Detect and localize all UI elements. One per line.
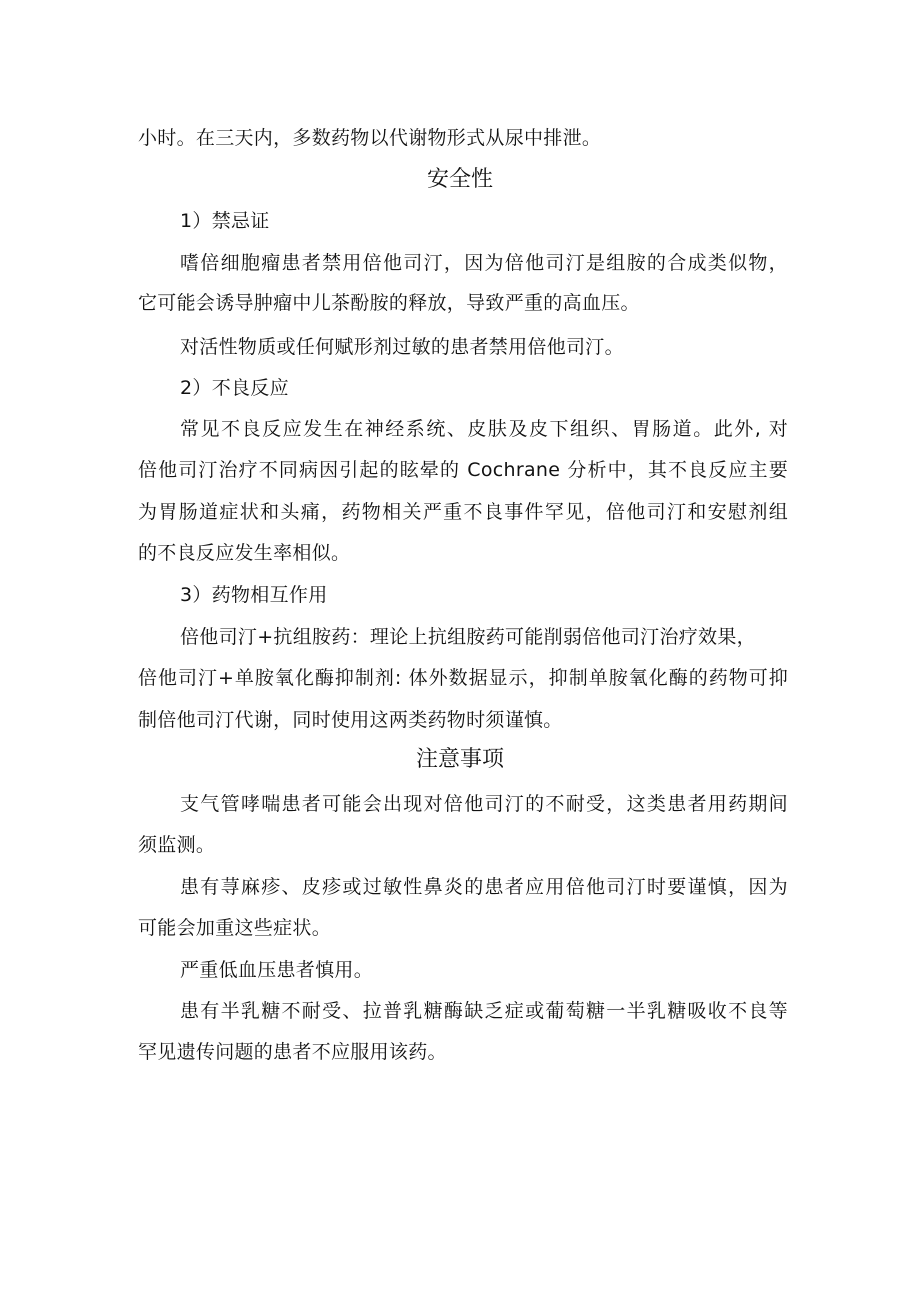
subheading-adverse-reactions: 2）不良反应 (180, 377, 289, 399)
precautions-line: 患有半乳糖不耐受、拉普乳糖酶缺乏症或葡萄糖一半乳糖吸收不良等 (180, 1000, 788, 1022)
drug-interactions-line: 制倍他司汀代谢，同时使用这两类药物时须谨慎。 (138, 709, 563, 731)
section-heading-precautions: 注意事项 (415, 747, 504, 772)
precautions-line: 可能会加重这些症状。 (138, 917, 332, 939)
precautions-line: 支气管哮喘患者可能会出现对倍他司汀的不耐受，这类患者用药期间 (180, 793, 788, 815)
adverse-reactions-line: 的不良反应发生率相似。 (138, 542, 351, 564)
precautions-line: 严重低血压患者慎用。 (180, 959, 374, 981)
drug-interactions-line: 倍他司汀+抗组胺药：理论上抗组胺药可能削弱倍他司汀治疗效果， (180, 626, 756, 648)
contraindication-paragraph: 对活性物质或任何赋形剂过敏的患者禁用倍他司汀。 (180, 336, 624, 358)
subheading-drug-interactions: 3）药物相互作用 (180, 584, 328, 606)
contraindication-paragraph-line: 它可能会诱导肿瘤中儿茶酚胺的释放，导致严重的高血压。 (138, 292, 640, 314)
precautions-line: 患有荨麻疹、皮疹或过敏性鼻炎的患者应用倍他司汀时要谨慎，因为 (180, 876, 788, 898)
drug-interactions-line: 倍他司汀+单胺氧化酶抑制剂: 体外数据显示，抑制单胺氧化酶的药物可抑 (138, 667, 788, 689)
precautions-line: 罕见遗传问题的患者不应服用该药。 (138, 1041, 447, 1063)
subheading-contraindications: 1）禁忌证 (180, 210, 270, 232)
adverse-reactions-line: 为胃肠道症状和头痛，药物相关严重不良事件罕见，倍他司汀和安慰剂组 (138, 501, 788, 523)
contraindication-paragraph-line: 嗜倍细胞瘤患者禁用倍他司汀，因为倍他司汀是组胺的合成类似物， (180, 252, 788, 274)
section-heading-safety: 安全性 (426, 167, 493, 192)
adverse-reactions-line: 倍他司汀治疗不同病因引起的眩晕的 Cochrane 分析中，其不良反应主要 (138, 459, 788, 481)
intro-text: 小时。在三天内，多数药物以代谢物形式从尿中排泄。 (138, 127, 602, 149)
adverse-reactions-line: 常见不良反应发生在神经系统、皮肤及皮下组织、胃肠道。此外, 对 (180, 418, 788, 440)
precautions-line: 须监测。 (138, 834, 216, 856)
